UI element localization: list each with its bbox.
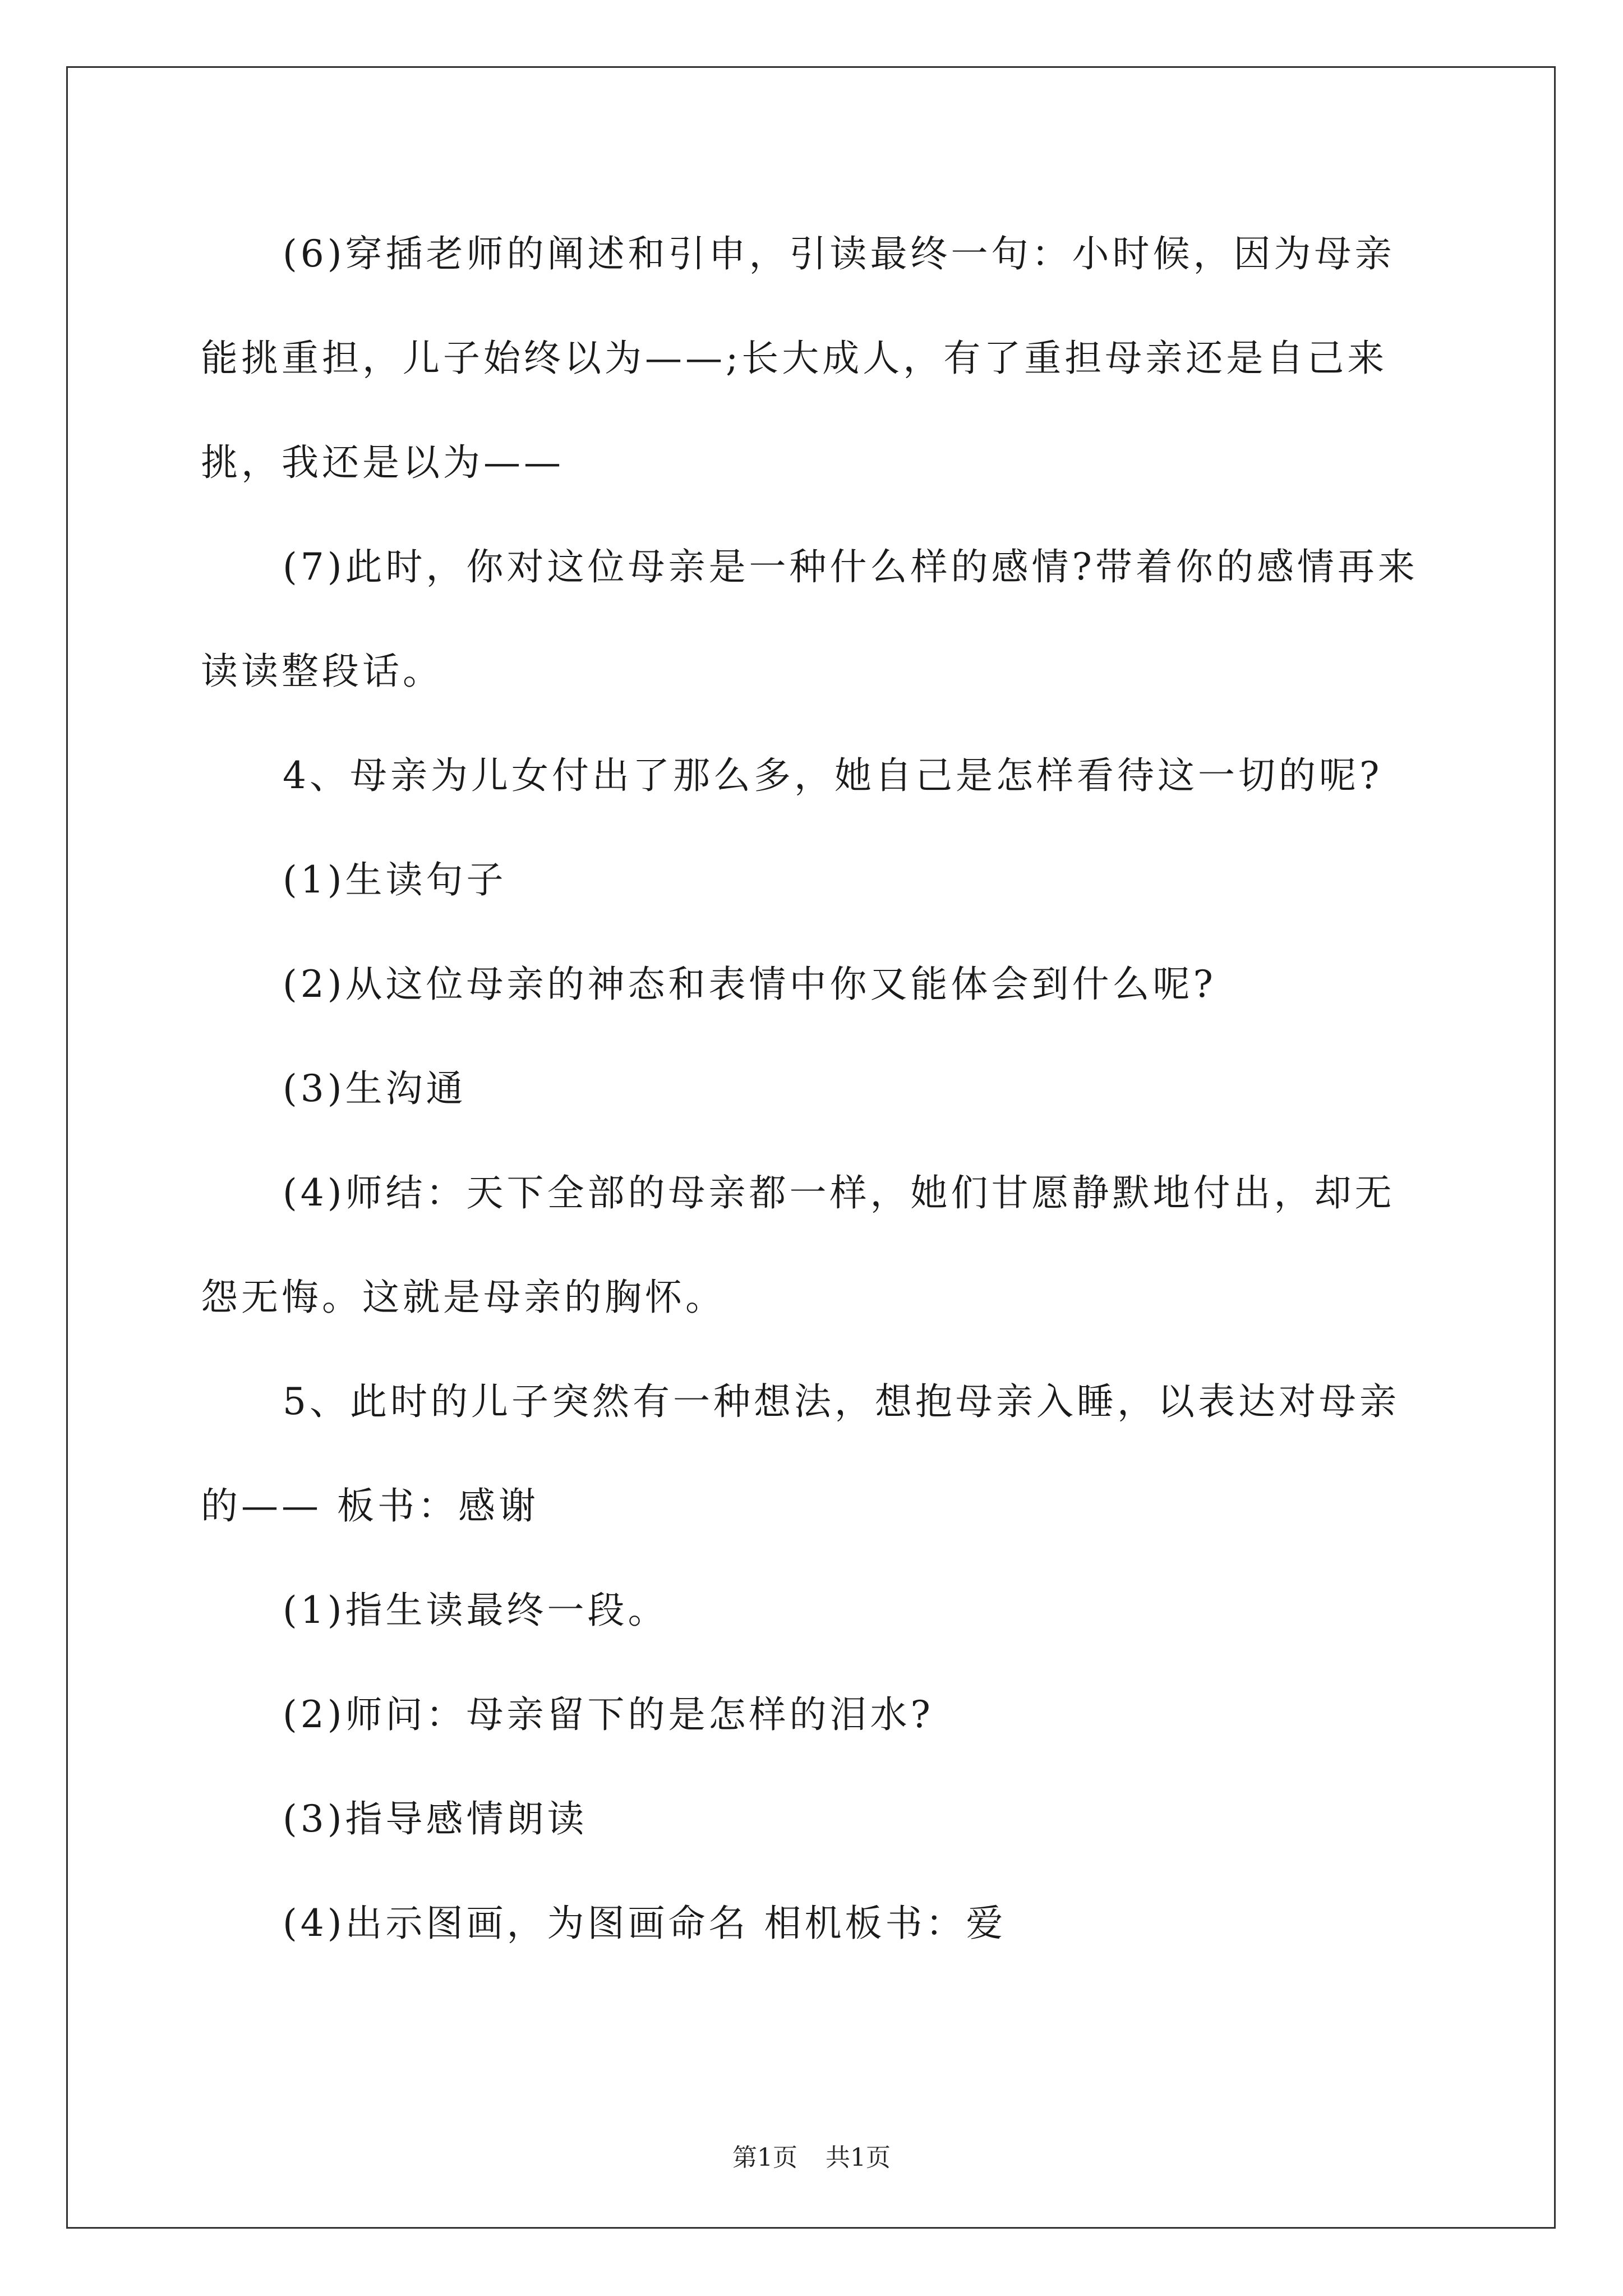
paragraph-5-4: (4)出示图画，为图画命名 相机板书：爱 (283, 1902, 1007, 1945)
document-body (201, 202, 1435, 1976)
paragraph-6-quote: (6)穿插老师的阐述和引申，引读最终一句：小时候，因为母亲能挑重担，儿子始终以为——;长大成人，有了重担母亲还是自己来挑，我还是以为—— (201, 232, 1395, 484)
paragraph-4-1: (1)生读句子 (283, 858, 507, 901)
paragraph-4-2: (2)从这位母亲的神态和表情中你又能体会到什么呢? (283, 963, 1216, 1006)
page-footer (0, 2137, 1623, 2173)
page-number: 第1页 (732, 2143, 797, 2172)
page-total: 共1页 (826, 2143, 891, 2172)
paragraph-4-3: (3)生沟通 (283, 1067, 467, 1110)
paragraph-section-4: 4、母亲为儿女付出了那么多，她自己是怎样看待这一切的呢? (283, 754, 1383, 797)
paragraph-7-feeling: (7)此时，你对这位母亲是一种什么样的感情?带着你的感情再来读读整段话。 (201, 545, 1418, 693)
paragraph-5-1: (1)指生读最终一段。 (283, 1589, 668, 1632)
paragraph-5-3: (3)指导感情朗读 (283, 1797, 588, 1841)
paragraph-4-4: (4)师结：天下全部的母亲都一样，她们甘愿静默地付出，却无怨无悔。这就是母亲的胸怀。 (201, 1171, 1395, 1319)
paragraph-5-2: (2)师问：母亲留下的是怎样的泪水? (283, 1693, 934, 1736)
paragraph-section-5: 5、此时的儿子突然有一种想法，想抱母亲入睡，以表达对母亲的—— 板书：感谢 (201, 1380, 1400, 1527)
